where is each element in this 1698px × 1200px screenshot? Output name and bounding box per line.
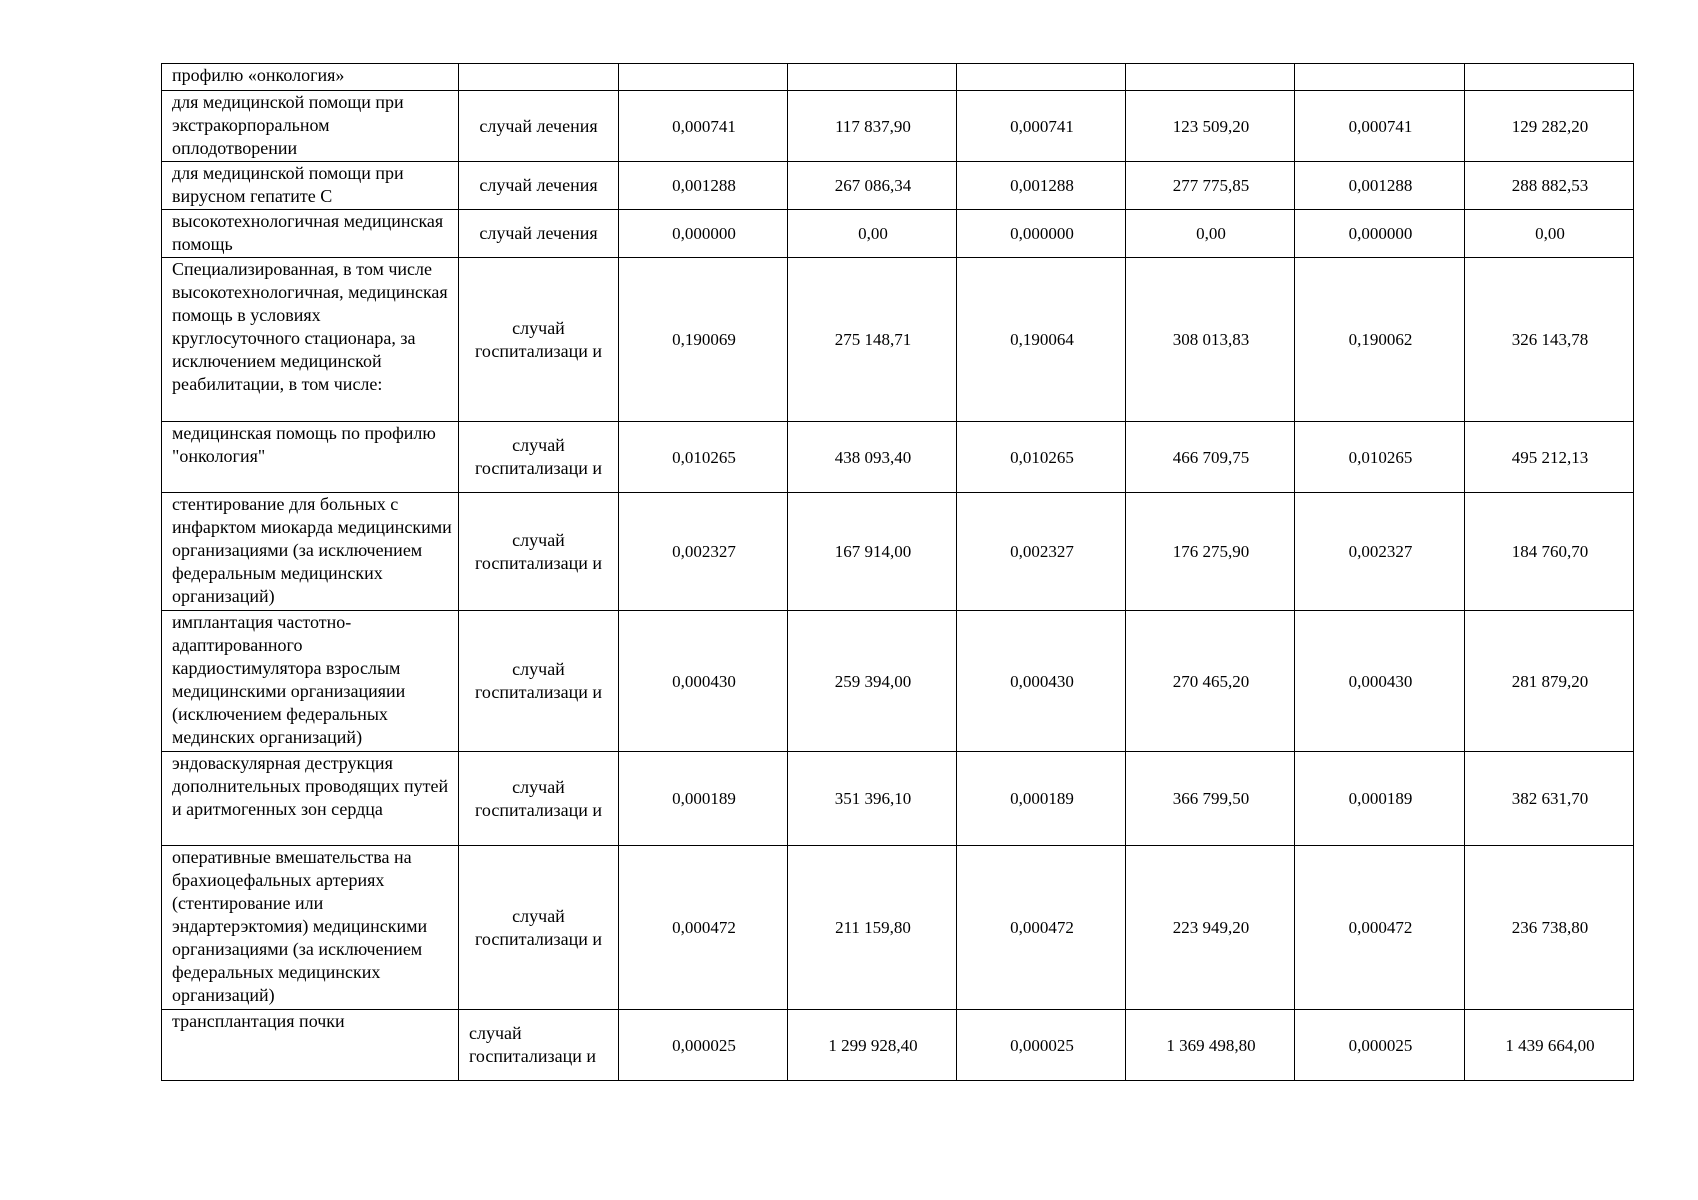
row-name: стентирование для больных с инфарктом миокарда медицинскими организациями (за исключением федеральным медицинских организаций): [172, 494, 452, 606]
value-cell: [1126, 210, 1295, 258]
row-value: 167 914,00: [834, 542, 912, 561]
row-value: 382 631,70: [1511, 789, 1589, 808]
value-cell: [1295, 91, 1465, 162]
row-value: 0,002327: [1348, 542, 1413, 561]
value-cell: [1295, 258, 1465, 422]
row-unit: случай госпитализаци и: [475, 435, 602, 478]
row-value: 0,000430: [1348, 671, 1413, 691]
value-cell: [1295, 64, 1465, 91]
table-row: [162, 493, 1634, 611]
value-cell: [957, 752, 1126, 846]
value-cell: [788, 611, 957, 752]
row-value: 0,002327: [1010, 542, 1074, 561]
row-name: медицинская помощь по профилю "онкология": [172, 423, 436, 466]
row-name: эндоваскулярная деструкция дополнительных проводящих путей и аритмогенных зон сердца: [172, 753, 449, 819]
row-name-cell: [162, 258, 459, 422]
row-value: 0,000741: [1348, 116, 1413, 136]
value-cell: [1126, 1010, 1295, 1081]
row-value: 0,190069: [672, 330, 736, 349]
row-value: 184 760,70: [1511, 542, 1589, 561]
table-row: [162, 422, 1634, 493]
row-name: оперативные вмешательства на брахиоцефальных артериях (стентирование или эндартерэктомия) медицинскими организациями (за исключением федеральных медицинских организаций): [172, 847, 428, 1005]
value-cell: [1126, 258, 1295, 422]
value-cell: [1295, 422, 1465, 493]
table-row: [162, 1010, 1634, 1081]
row-value: 0,190064: [1010, 330, 1074, 349]
value-cell: [619, 210, 788, 258]
value-cell: [619, 422, 788, 493]
row-unit: случай госпитализаци и: [469, 1023, 596, 1066]
value-cell: [619, 91, 788, 162]
value-cell: [1126, 422, 1295, 493]
row-unit: случай лечения: [479, 115, 598, 136]
row-name-cell: [162, 493, 459, 611]
row-unit: случай госпитализаци и: [475, 659, 602, 702]
value-cell: [619, 162, 788, 210]
row-value: 211 159,80: [835, 918, 911, 937]
table-row: [162, 91, 1634, 162]
row-value: 176 275,90: [1172, 542, 1250, 561]
unit-cell: [459, 422, 619, 493]
row-value: 0,000000: [1010, 224, 1074, 243]
value-cell: [788, 91, 957, 162]
row-value: 0,000189: [1010, 789, 1074, 808]
table-row: [162, 258, 1634, 422]
table-row: [162, 752, 1634, 846]
row-name: высокотехнологичная медицинская помощь: [172, 211, 444, 254]
value-cell: [1465, 846, 1634, 1010]
value-cell: [788, 162, 957, 210]
row-value: 270 465,20: [1172, 671, 1250, 691]
value-cell: [619, 64, 788, 91]
value-cell: [1465, 611, 1634, 752]
row-value: 351 396,10: [834, 789, 912, 808]
row-name-cell: [162, 752, 459, 846]
row-unit: случай госпитализаци и: [475, 317, 602, 361]
value-cell: [1465, 210, 1634, 258]
row-value: 0,00: [858, 224, 888, 243]
value-cell: [957, 1010, 1126, 1081]
row-name: для медицинской помощи при экстракорпоральном оплодотворении: [172, 92, 404, 158]
value-cell: [619, 1010, 788, 1081]
unit-cell: [459, 258, 619, 422]
tariff-table: [161, 63, 1634, 1081]
value-cell: [1295, 493, 1465, 611]
row-value: 0,000430: [1010, 671, 1074, 691]
row-value: 1 299 928,40: [828, 1035, 918, 1055]
row-name-cell: [162, 64, 459, 91]
value-cell: [1126, 611, 1295, 752]
value-cell: [1126, 846, 1295, 1010]
row-name: трансплантация почки: [172, 1011, 345, 1031]
row-value: 495 212,13: [1511, 447, 1589, 467]
value-cell: [1465, 493, 1634, 611]
value-cell: [957, 162, 1126, 210]
row-name-cell: [162, 422, 459, 493]
value-cell: [1465, 162, 1634, 210]
row-name: имплантация частотно-адаптированного кардиостимулятора взрослым медицинскими организацияии (исключением федеральных мединских организаций): [172, 612, 406, 747]
unit-cell: [459, 1010, 619, 1081]
row-unit: случай госпитализаци и: [475, 776, 602, 820]
row-value: 466 709,75: [1172, 447, 1250, 467]
row-name-cell: [162, 210, 459, 258]
value-cell: [957, 422, 1126, 493]
row-value: 275 148,71: [834, 330, 912, 349]
row-name: для медицинской помощи при вирусном гепатите С: [172, 163, 404, 206]
value-cell: [1295, 752, 1465, 846]
value-cell: [619, 846, 788, 1010]
row-value: 267 086,34: [834, 176, 912, 195]
value-cell: [1126, 91, 1295, 162]
row-value: 288 882,53: [1511, 176, 1589, 195]
value-cell: [1126, 64, 1295, 91]
value-cell: [788, 422, 957, 493]
value-cell: [1465, 258, 1634, 422]
value-cell: [1295, 1010, 1465, 1081]
row-unit: случай лечения: [479, 175, 598, 195]
row-value: 0,000741: [672, 116, 736, 136]
value-cell: [1295, 210, 1465, 258]
row-value: 308 013,83: [1172, 330, 1250, 349]
row-value: 123 509,20: [1172, 116, 1250, 136]
row-value: 281 879,20: [1511, 671, 1589, 691]
value-cell: [957, 210, 1126, 258]
value-cell: [957, 846, 1126, 1010]
row-value: 0,000189: [1348, 789, 1413, 808]
row-value: 0,000472: [1010, 918, 1074, 937]
row-name: профилю «онкология»: [172, 65, 345, 85]
row-value: 0,010265: [1348, 447, 1413, 467]
row-value: 223 949,20: [1172, 918, 1250, 937]
unit-cell: [459, 210, 619, 258]
value-cell: [1126, 493, 1295, 611]
table-row: [162, 611, 1634, 752]
row-value: 259 394,00: [834, 671, 912, 691]
row-value: 0,002327: [672, 542, 736, 561]
row-value: 0,00: [1196, 224, 1226, 243]
value-cell: [1295, 162, 1465, 210]
value-cell: [957, 611, 1126, 752]
value-cell: [1126, 162, 1295, 210]
row-value: 0,010265: [1010, 447, 1074, 467]
value-cell: [1465, 422, 1634, 493]
row-name-cell: [162, 1010, 459, 1081]
row-name-cell: [162, 91, 459, 162]
row-value: 0,010265: [672, 447, 736, 467]
row-value: 0,000000: [1348, 224, 1413, 243]
table-row: [162, 846, 1634, 1010]
value-cell: [1465, 91, 1634, 162]
value-cell: [957, 493, 1126, 611]
row-value: 277 775,85: [1172, 176, 1250, 195]
value-cell: [788, 258, 957, 422]
value-cell: [1465, 64, 1634, 91]
value-cell: [1126, 752, 1295, 846]
row-name-cell: [162, 611, 459, 752]
row-value: 129 282,20: [1511, 116, 1589, 136]
value-cell: [1465, 752, 1634, 846]
value-cell: [619, 752, 788, 846]
row-name-cell: [162, 846, 459, 1010]
row-unit: случай лечения: [479, 223, 598, 243]
row-name-cell: [162, 162, 459, 210]
row-value: 0,000430: [672, 671, 736, 691]
row-value: 0,000189: [672, 789, 736, 808]
unit-cell: [459, 493, 619, 611]
value-cell: [788, 752, 957, 846]
row-value: 326 143,78: [1511, 330, 1589, 349]
value-cell: [957, 64, 1126, 91]
unit-cell: [459, 162, 619, 210]
row-value: 0,00: [1535, 224, 1565, 243]
unit-cell: [459, 611, 619, 752]
value-cell: [957, 91, 1126, 162]
value-cell: [788, 846, 957, 1010]
table-row: [162, 210, 1634, 258]
row-value: 0,190062: [1348, 330, 1413, 349]
table-row: [162, 64, 1634, 91]
row-value: 438 093,40: [834, 447, 912, 467]
row-value: 0,001288: [1010, 176, 1074, 195]
value-cell: [619, 611, 788, 752]
value-cell: [957, 258, 1126, 422]
row-value: 0,000000: [672, 224, 736, 243]
row-value: 1 439 664,00: [1505, 1035, 1595, 1055]
value-cell: [1465, 1010, 1634, 1081]
value-cell: [788, 64, 957, 91]
row-unit: случай госпитализаци и: [475, 529, 602, 573]
row-value: 1 369 498,80: [1166, 1035, 1256, 1055]
unit-cell: [459, 64, 619, 91]
unit-cell: [459, 846, 619, 1010]
row-value: 0,001288: [1348, 176, 1413, 195]
table-row: [162, 162, 1634, 210]
row-value: 0,000025: [672, 1035, 736, 1055]
row-unit: случай госпитализаци и: [475, 905, 602, 949]
value-cell: [788, 1010, 957, 1081]
row-value: 0,000025: [1010, 1035, 1074, 1055]
row-value: 0,000472: [1348, 918, 1413, 937]
row-value: 117 837,90: [835, 116, 911, 136]
value-cell: [788, 493, 957, 611]
row-value: 366 799,50: [1172, 789, 1250, 808]
value-cell: [788, 210, 957, 258]
row-value: 0,000472: [672, 918, 736, 937]
value-cell: [1295, 846, 1465, 1010]
value-cell: [619, 258, 788, 422]
unit-cell: [459, 91, 619, 162]
value-cell: [1295, 611, 1465, 752]
row-value: 0,000025: [1348, 1035, 1413, 1055]
row-value: 0,000741: [1010, 116, 1074, 136]
row-name: Специализированная, в том числе высокотехнологичная, медицинская помощь в условиях круглосуточного стационара, за исключением медицинской реабилитации, в том числе:: [172, 259, 448, 394]
value-cell: [619, 493, 788, 611]
row-value: 236 738,80: [1511, 918, 1589, 937]
row-value: 0,001288: [672, 176, 736, 195]
unit-cell: [459, 752, 619, 846]
